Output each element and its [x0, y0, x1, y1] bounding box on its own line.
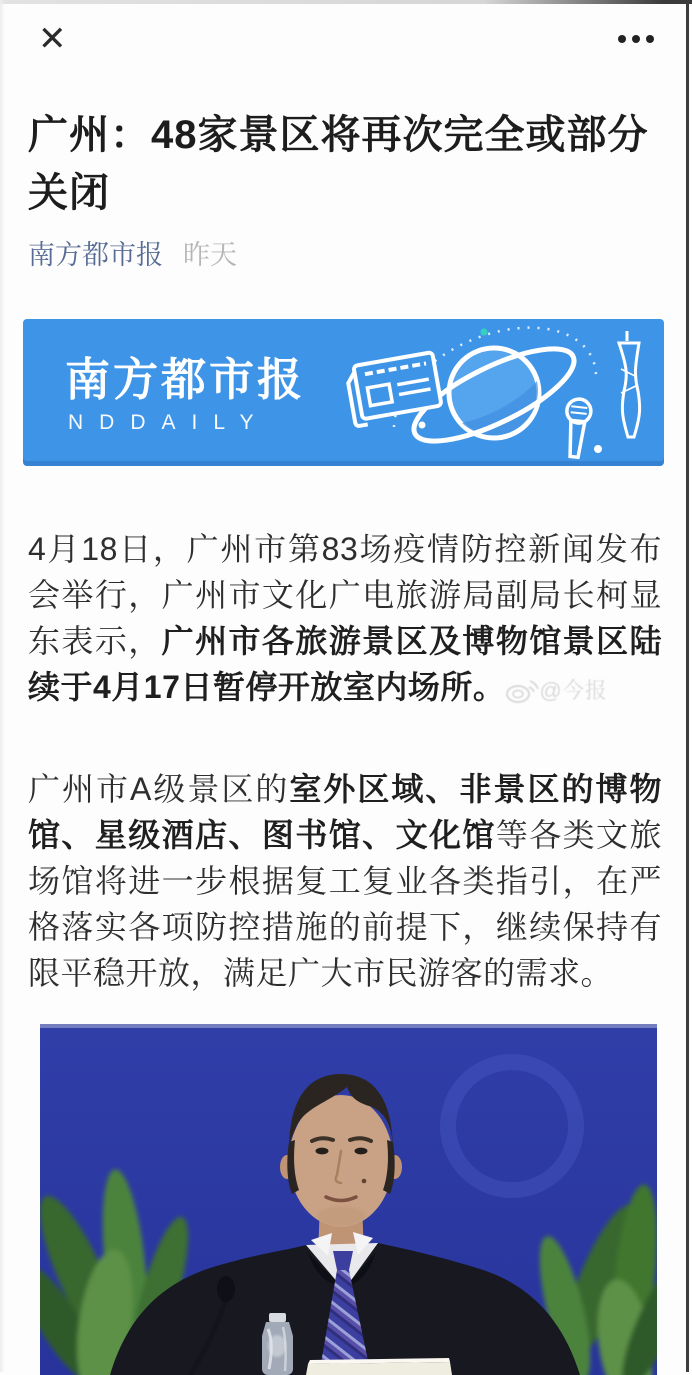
screenshot-right-edge	[686, 0, 689, 1372]
screenshot-top-edge	[0, 0, 692, 4]
publish-date: 昨天	[183, 240, 237, 270]
article-title: 广州：48家景区将再次完全或部分关闭	[28, 113, 649, 215]
article-meta	[28, 240, 664, 271]
source-account-link[interactable]: 南方都市报	[28, 240, 163, 270]
watermark-text: @今报	[539, 678, 608, 703]
paragraph-1-text: 4月18日，广州市第83场疫情防控新闻发布会举行，广州市文化广电旅游局副局长柯显东表示，	[28, 531, 662, 659]
paragraph-1	[28, 526, 662, 714]
brand-banner-image[interactable]	[23, 319, 664, 466]
weibo-watermark	[505, 678, 607, 703]
banner-brand-name-en: NDDAILY	[68, 411, 270, 434]
screenshot-left-edge	[0, 0, 5, 1372]
paragraph-2-bold-text: 室外区域、非景区的博物馆、星级酒店、图书馆、文化馆	[28, 771, 662, 853]
microphone-icon	[562, 398, 592, 458]
weibo-icon	[505, 678, 539, 704]
paragraph-2	[28, 766, 662, 996]
white-dot-icon	[594, 445, 602, 453]
canton-tower-icon	[619, 331, 640, 437]
water-bottle	[262, 1313, 293, 1375]
top-bar	[0, 0, 692, 56]
name-placard	[306, 1358, 452, 1375]
newspaper-icon	[345, 352, 442, 426]
press-conference-photo[interactable]	[40, 1024, 657, 1375]
paragraph-1-bold-text: 广州市各旅游景区及博物馆景区陆续于4月17日暂停开放室内场所。	[28, 623, 662, 705]
more-options-icon[interactable]	[618, 35, 654, 43]
paragraph-2-text-b: 等各类文旅场馆将进一步根据复工复业各类指引，在严格落实各项防控措施的前提下，继续保持有限平稳开放，满足广大市民游客的需求。	[28, 817, 662, 991]
paragraph-2-text-a: 广州市A级景区的	[28, 771, 290, 807]
banner-graphics	[334, 319, 664, 466]
close-icon[interactable]: ✕	[38, 20, 67, 58]
teal-dot-icon	[481, 329, 488, 336]
white-dot-icon	[419, 422, 426, 429]
banner-brand-name: 南方都市报	[65, 354, 306, 405]
